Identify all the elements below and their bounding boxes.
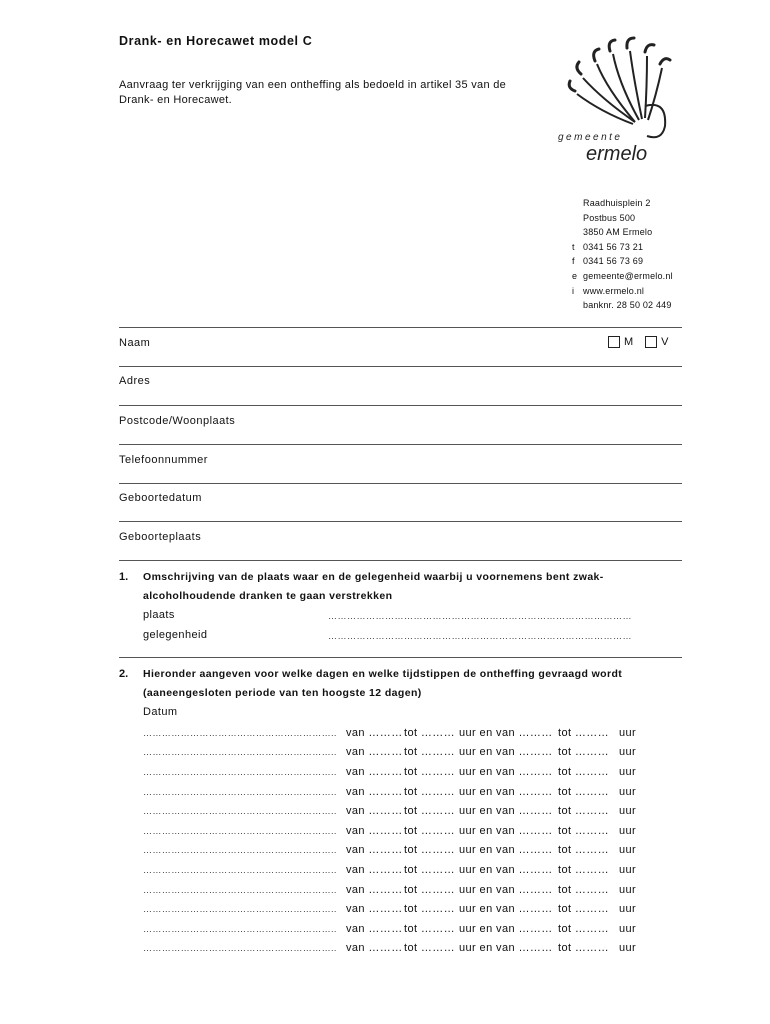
address-bank: banknr. 28 50 02 449 [583, 300, 672, 311]
uur-label: uur [619, 824, 637, 837]
uur-label: uur [619, 805, 637, 818]
tot2-input[interactable]: tot ……… [558, 765, 610, 778]
uur-label: uur [619, 883, 637, 896]
date-row [143, 919, 636, 939]
checkbox-m[interactable] [608, 336, 620, 348]
section1-heading-line1: Omschrijving van de plaats waar en de gelegenheid waarbij u voornemens bent zwak- [143, 571, 604, 583]
tot2-input[interactable]: tot ……… [558, 726, 610, 739]
adres-label: Adres [119, 375, 151, 387]
date-input[interactable]: …………………………………………………….. [143, 747, 337, 758]
address-postbus: Postbus 500 [583, 212, 636, 223]
form-intro: Aanvraag ter verkrijging van een ontheffing als bedoeld in artikel 35 van de Drank- en Horecawet. [119, 79, 507, 106]
van-input[interactable]: van ……… [346, 746, 403, 759]
date-row [143, 782, 636, 802]
naam-label: Naam [119, 337, 151, 349]
gender-options [608, 336, 669, 348]
gelegenheid-label: gelegenheid [143, 629, 208, 641]
uur-label: uur [619, 863, 637, 876]
checkbox-v[interactable] [645, 336, 657, 348]
tot2-input[interactable]: tot ……… [558, 883, 610, 896]
date-input[interactable]: …………………………………………………….. [143, 923, 337, 934]
van-input[interactable]: van ……… [346, 883, 403, 896]
postcode-label: Postcode/Woonplaats [119, 415, 236, 427]
uur-en-van-input[interactable]: uur en van ……… [459, 805, 553, 818]
date-input[interactable]: …………………………………………………….. [143, 864, 337, 875]
section2-heading-line1: Hieronder aangeven voor welke dagen en welke tijdstippen de ontheffing gevraagd wordt [143, 668, 623, 680]
date-input[interactable]: …………………………………………………….. [143, 825, 337, 836]
date-row [143, 743, 636, 763]
tot2-input[interactable]: tot ……… [558, 746, 610, 759]
phone-prefix: t [572, 241, 575, 252]
uur-en-van-input[interactable]: uur en van ……… [459, 765, 553, 778]
tot2-input[interactable]: tot ……… [558, 785, 610, 798]
date-input[interactable]: …………………………………………………….. [143, 727, 337, 738]
tot2-input[interactable]: tot ……… [558, 922, 610, 935]
web-prefix: i [572, 285, 575, 296]
telefoon-label: Telefoonnummer [119, 454, 208, 466]
tot-input[interactable]: tot ……… [404, 805, 456, 818]
date-row [143, 762, 636, 782]
date-row [143, 821, 636, 841]
uur-label: uur [619, 726, 637, 739]
uur-label: uur [619, 942, 637, 955]
tot-input[interactable]: tot ……… [404, 903, 456, 916]
address-street: Raadhuisplein 2 [583, 198, 651, 208]
uur-label: uur [619, 765, 637, 778]
peacock-logo-icon [555, 36, 685, 166]
adres-field-line[interactable] [119, 405, 682, 406]
van-input[interactable]: van ……… [346, 824, 403, 837]
van-input[interactable]: van ……… [346, 922, 403, 935]
tot-input[interactable]: tot ……… [404, 726, 456, 739]
plaats-label: plaats [143, 609, 175, 621]
tot2-input[interactable]: tot ……… [558, 863, 610, 876]
date-row [143, 939, 636, 959]
checkbox-v-label: V [661, 336, 669, 348]
van-input[interactable]: van ……… [346, 903, 403, 916]
address-city: 3850 AM Ermelo [583, 227, 653, 238]
geboortedatum-label: Geboortedatum [119, 492, 202, 504]
tot-input[interactable]: tot ……… [404, 824, 456, 837]
uur-label: uur [619, 785, 637, 798]
date-row [143, 723, 636, 743]
date-input[interactable]: …………………………………………………….. [143, 786, 337, 797]
gemeente-ermelo-logo [555, 36, 685, 166]
date-input[interactable]: …………………………………………………….. [143, 766, 337, 777]
section1-heading-line2: alcoholhoudende dranken te gaan verstrekken [143, 590, 393, 602]
email-prefix: e [572, 270, 578, 281]
uur-en-van-input[interactable]: uur en van ……… [459, 726, 553, 739]
logo-word-ermelo: ermelo [586, 143, 648, 165]
uur-en-van-input[interactable]: uur en van ……… [459, 785, 553, 798]
tot-input[interactable]: tot ……… [404, 765, 456, 778]
van-input[interactable]: van ……… [346, 765, 403, 778]
tot-input[interactable]: tot ……… [404, 844, 456, 857]
tot2-input[interactable]: tot ……… [558, 942, 610, 955]
date-input[interactable]: …………………………………………………….. [143, 943, 337, 954]
van-input[interactable]: van ……… [346, 942, 403, 955]
van-input[interactable]: van ……… [346, 805, 403, 818]
tot2-input[interactable]: tot ……… [558, 805, 610, 818]
checkbox-m-label: M [624, 336, 634, 348]
address-web: www.ermelo.nl [583, 285, 645, 296]
uur-en-van-input[interactable]: uur en van ……… [459, 824, 553, 837]
uur-label: uur [619, 746, 637, 759]
tot-input[interactable]: tot ……… [404, 863, 456, 876]
tot-input[interactable]: tot ……… [404, 746, 456, 759]
tot2-input[interactable]: tot ……… [558, 844, 610, 857]
date-row [143, 860, 636, 880]
postcode-field-line[interactable] [119, 444, 682, 445]
address-block [572, 196, 673, 313]
section2-heading-line2: (aaneengesloten periode van ten hoogste 12 dagen) [143, 687, 422, 699]
plaats-input[interactable]: …………………………………………………………………………………… [328, 611, 632, 621]
divider [119, 327, 682, 328]
date-row [143, 880, 636, 900]
form-title: Drank- en Horecawet model C [119, 34, 313, 48]
divider [119, 657, 682, 658]
tot-input[interactable]: tot ……… [404, 942, 456, 955]
van-input[interactable]: van ……… [346, 863, 403, 876]
date-input[interactable]: …………………………………………………….. [143, 904, 337, 915]
geboortedatum-field-line[interactable] [119, 521, 682, 522]
date-row [143, 841, 636, 861]
tot2-input[interactable]: tot ……… [558, 903, 610, 916]
tot-input[interactable]: tot ……… [404, 785, 456, 798]
section2-number: 2. [119, 668, 129, 680]
address-fax: 0341 56 73 69 [583, 256, 644, 267]
address-email: gemeente@ermelo.nl [583, 270, 673, 281]
date-input[interactable]: …………………………………………………….. [143, 806, 337, 817]
tot2-input[interactable]: tot ……… [558, 824, 610, 837]
uur-label: uur [619, 903, 637, 916]
van-input[interactable]: van ……… [346, 785, 403, 798]
naam-field-line[interactable] [119, 366, 682, 367]
uur-en-van-input[interactable]: uur en van ……… [459, 863, 553, 876]
address-phone: 0341 56 73 21 [583, 241, 644, 252]
uur-label: uur [619, 844, 637, 857]
uur-en-van-input[interactable]: uur en van ……… [459, 883, 553, 896]
uur-en-van-input[interactable]: uur en van ……… [459, 746, 553, 759]
geboorteplaats-field-line[interactable] [119, 560, 682, 561]
gelegenheid-input[interactable]: …………………………………………………………………………………… [328, 631, 632, 641]
logo-word-gemeente: gemeente [558, 132, 623, 143]
telefoon-field-line[interactable] [119, 483, 682, 484]
tot-input[interactable]: tot ……… [404, 883, 456, 896]
fax-prefix: f [572, 256, 575, 267]
date-row [143, 899, 636, 919]
date-input[interactable]: …………………………………………………….. [143, 884, 337, 895]
geboorteplaats-label: Geboorteplaats [119, 531, 202, 543]
section1-number: 1. [119, 571, 129, 583]
date-input[interactable]: …………………………………………………….. [143, 845, 337, 856]
uur-en-van-input[interactable]: uur en van ……… [459, 922, 553, 935]
date-row [143, 801, 636, 821]
date-time-table [143, 723, 636, 958]
van-input[interactable]: van ……… [346, 844, 403, 857]
tot-input[interactable]: tot ……… [404, 922, 456, 935]
uur-en-van-input[interactable]: uur en van ……… [459, 844, 553, 857]
uur-en-van-input[interactable]: uur en van ……… [459, 903, 553, 916]
uur-en-van-input[interactable]: uur en van ……… [459, 942, 553, 955]
van-input[interactable]: van ……… [346, 726, 403, 739]
datum-label: Datum [143, 706, 178, 718]
uur-label: uur [619, 922, 637, 935]
